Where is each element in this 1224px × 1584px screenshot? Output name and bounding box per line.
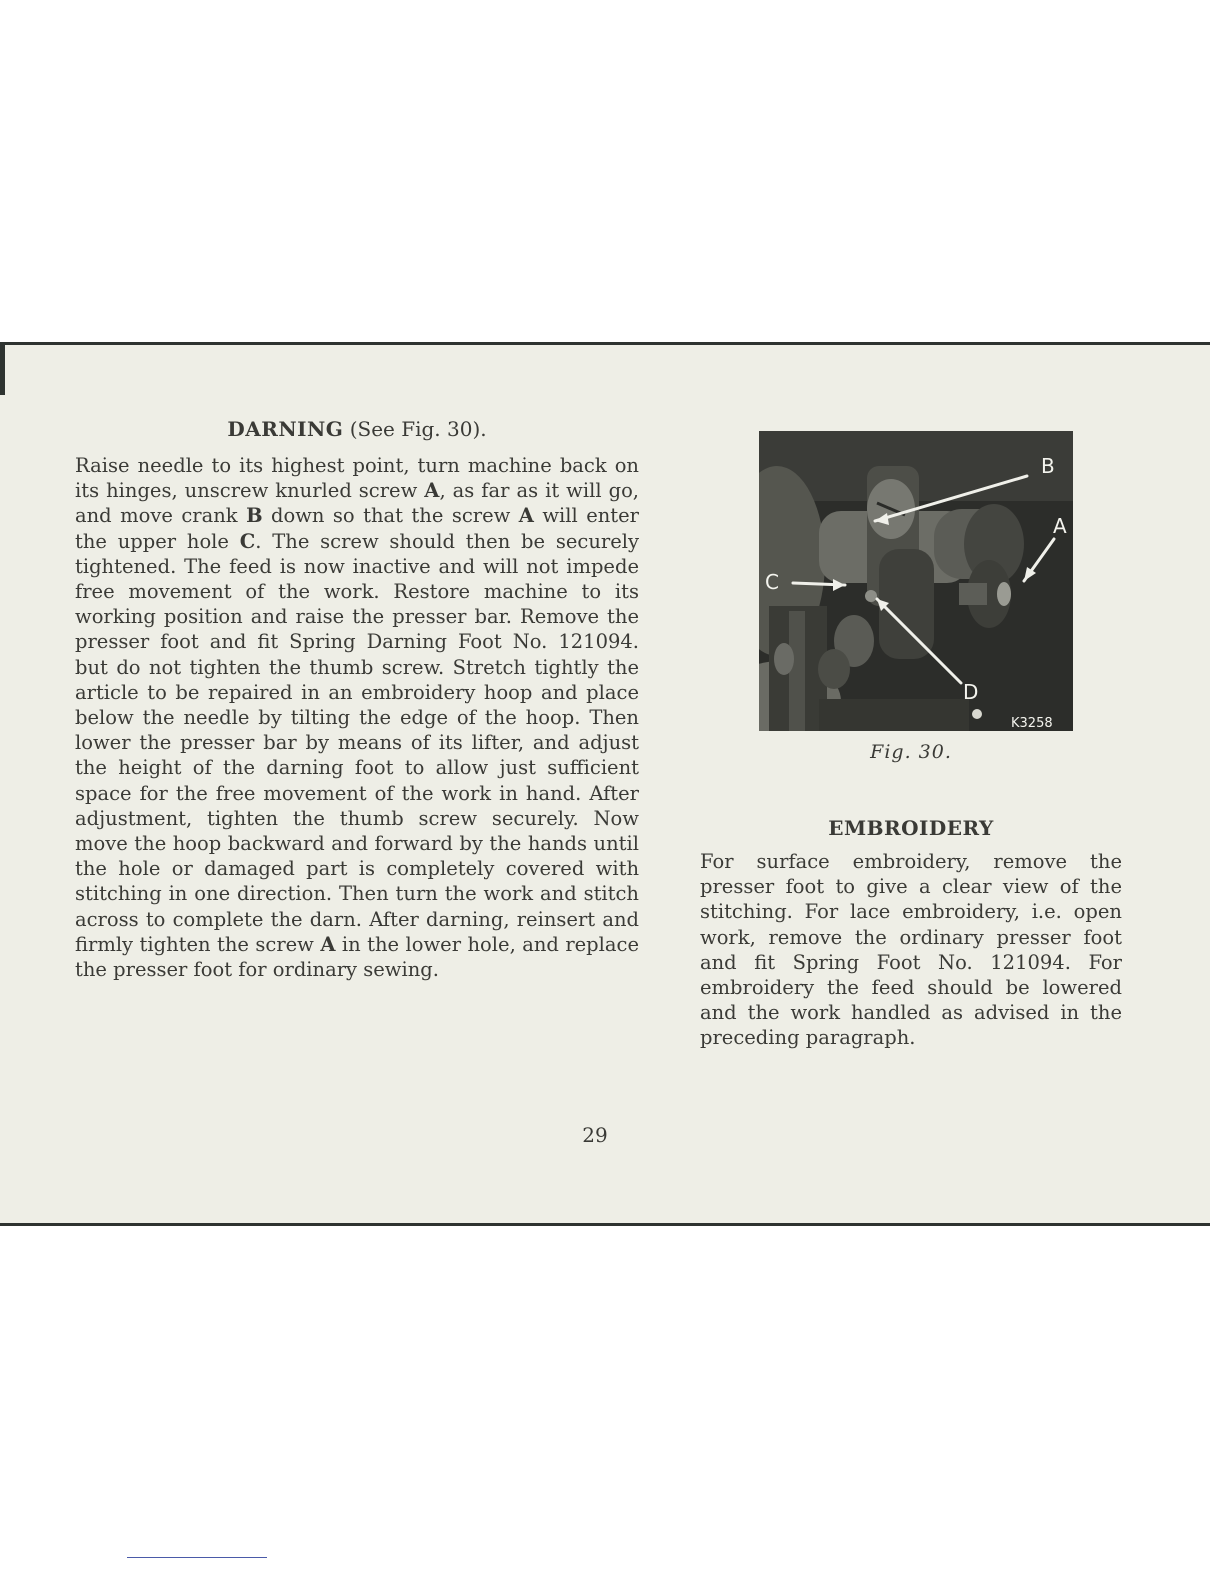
- figure-label-b: B: [1041, 454, 1055, 478]
- darning-text-part: in the lower hole, and replace the presser foot for ordinary sewing.: [75, 932, 639, 982]
- figure-label-c: C: [765, 570, 779, 594]
- figure-caption: Fig. 30.: [870, 741, 952, 763]
- embroidery-heading: EMBROIDERY: [828, 816, 994, 840]
- crank-b-label: B: [246, 504, 263, 528]
- page-edge: [0, 345, 5, 395]
- sewing-machine-mechanism-illustration: [759, 431, 1073, 731]
- darning-instructions: [75, 453, 639, 982]
- page-number: 29: [582, 1123, 608, 1147]
- darning-text-part: down so that the screw: [262, 504, 519, 528]
- embroidery-instructions: For surface embroidery, remove the presser foot to give a clear view of the stitching. For lace embroidery, i.e. open work, remove the ordinary presser foot and fit Spring Foot No. 121094. For embroidery the feed should be lowered and the work handled as advised in the preceding paragraph.: [700, 850, 1122, 1050]
- screw-a-label: A: [424, 479, 440, 503]
- screw-a-label: A: [518, 504, 534, 528]
- darning-text-part: , as far as it will go, and move crank: [75, 479, 640, 528]
- manual-page: [0, 342, 1210, 1226]
- darning-text-part: Raise needle to its highest point, turn machine back on its hinges, unscrew knurled screw: [75, 454, 639, 503]
- hole-c-label: C: [239, 529, 256, 553]
- darning-text-part: will enter the upper hole: [75, 504, 639, 553]
- figure-label-a: A: [1053, 514, 1067, 538]
- darning-figure-reference: (See Fig. 30).: [343, 417, 487, 441]
- darning-heading: [75, 417, 639, 441]
- screw-a-label: A: [320, 932, 336, 956]
- darning-title: DARNING: [227, 417, 344, 441]
- footer-rule: [127, 1557, 267, 1558]
- figure-code: K3258: [1011, 716, 1053, 731]
- figure-30-photo: [759, 431, 1073, 731]
- darning-text-part: . The screw should then be securely tightened. The feed is now inactive and will not impede free movement of the work. Restore machine to its working position and raise the presser bar. Remove the presser foot and fit Spring Darning Foot No. 121094. but do not tighten the thumb screw. Stretch tightly the article to be repaired in an embroidery hoop and place below the needle by tilting the edge of the hoop. Then lower the presser bar by means of its lifter, and adjust the height of the darning foot to allow just sufficient space for the free movement of the work in hand. After adjustment, tighten the thumb screw securely. Now move the hoop backward and forward by the hands until the hole or damaged part is completely covered with stitching in one direction. Then turn the work and stitch across to complete the darn. After darning, reinsert and firmly tighten the screw: [75, 529, 639, 956]
- darning-section: [75, 417, 639, 982]
- figure-label-d: D: [963, 680, 979, 704]
